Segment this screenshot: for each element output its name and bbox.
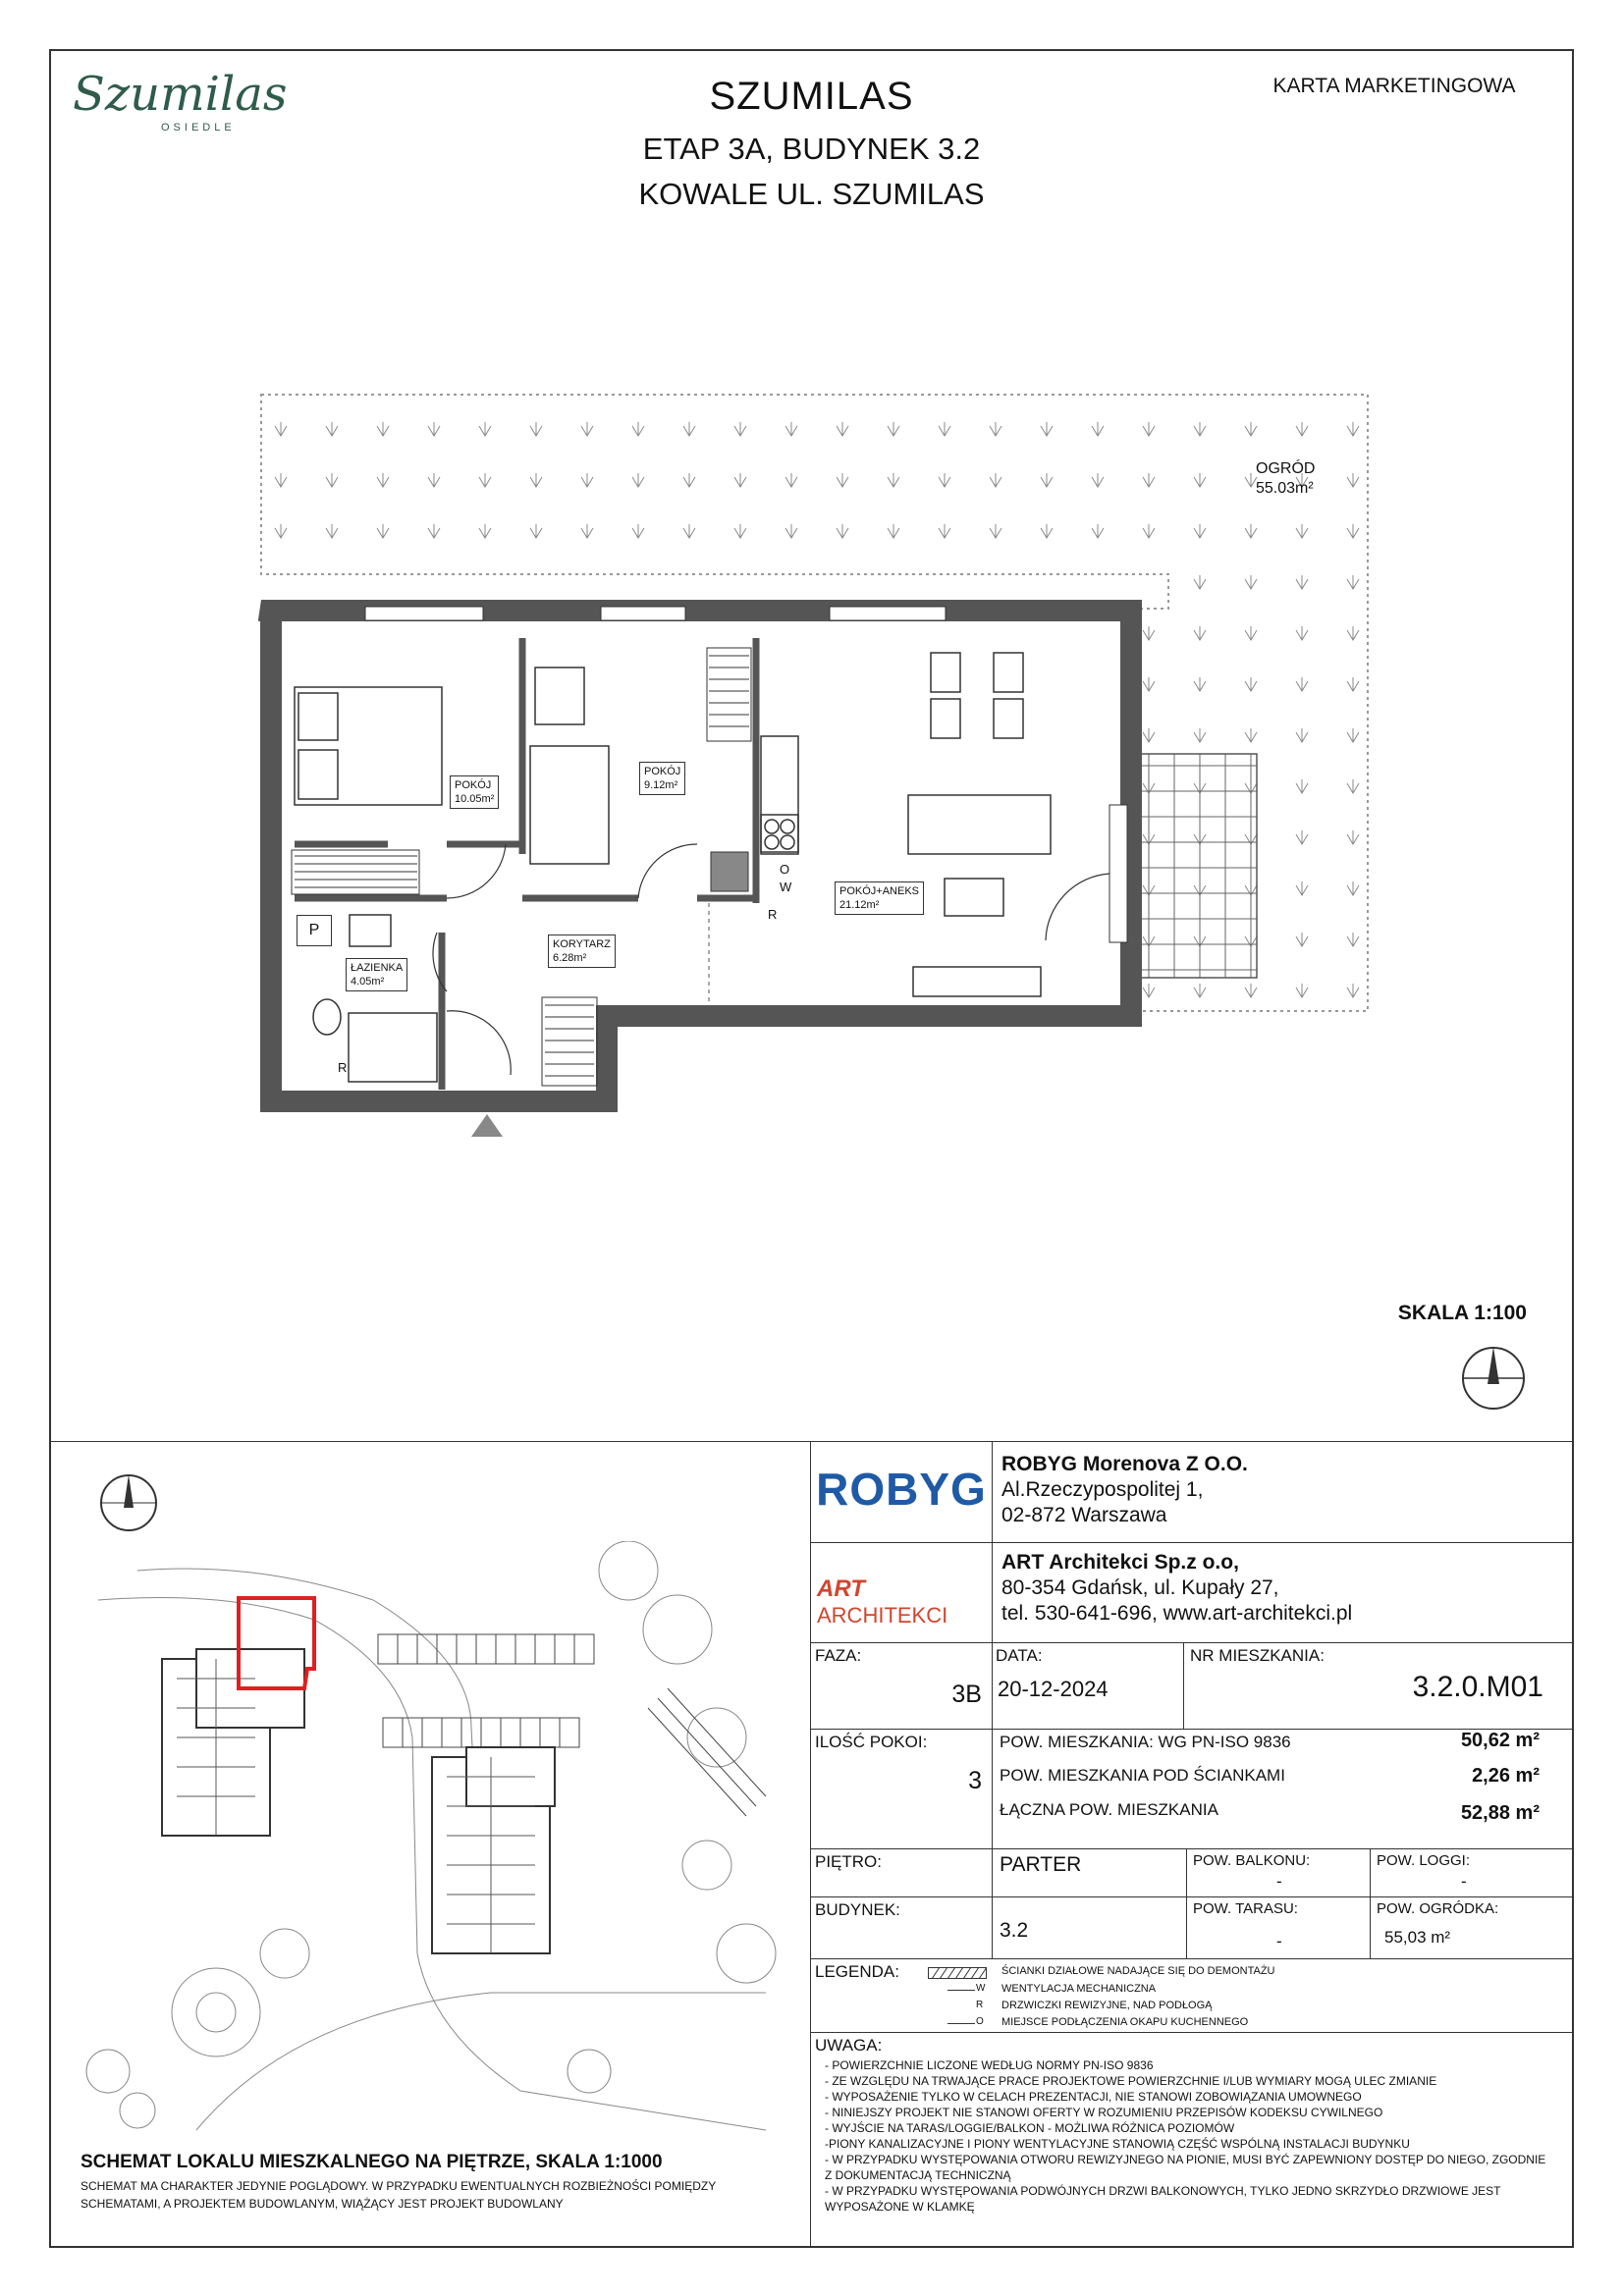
divider-legend (810, 2032, 1573, 2033)
ogrodek-value: 55,03 m² (1384, 1928, 1451, 1947)
entrance-arrow (471, 1114, 503, 1137)
bathroom-r-marker: R (338, 1060, 348, 1075)
room-label-bathroom: ŁAZIENKA 4.05m² (346, 958, 407, 991)
faza-label: FAZA: (815, 1646, 862, 1665)
logo-script: Szumilas (73, 67, 288, 122)
site-plan (79, 1541, 795, 2150)
terrace (1131, 754, 1257, 978)
note-item: - ZE WZGLĘDU NA TRWAJĄCE PRACE PROJEKTOWE POWIERZCHNIE I/LUB WYMIARY MOGĄ ULEC ZMIANIE (825, 2074, 1437, 2088)
area-row-label: ŁĄCZNA POW. MIESZKANIA (1000, 1800, 1218, 1819)
data-label: DATA: (996, 1646, 1043, 1665)
note-item: - NINIEJSZY PROJEKT NIE STANOWI OFERTY W ROZUMIENIU PRZEPISÓW KODEKSU CYWILNEGO (825, 2106, 1383, 2119)
divider-architect (810, 1642, 1573, 1643)
nr-label: NR MIESZKANIA: (1190, 1646, 1325, 1665)
room-label-bedroom-2: POKÓJ 9.12m² (639, 762, 685, 795)
vent-shaft (711, 852, 748, 891)
area-row-value: 2,26 m² (1472, 1765, 1540, 1787)
investor-address-1: Al.Rzeczypospolitej 1, (1001, 1478, 1204, 1501)
area-row-label: POW. MIESZKANIA: WG PN-ISO 9836 (1000, 1733, 1291, 1751)
logo-sub: OSIEDLE (161, 122, 236, 133)
parking-symbol: P (297, 915, 332, 946)
legend-item: ŚCIANKI DZIAŁOWE NADAJĄCE SIĘ DO DEMONTAŻU (1001, 1965, 1275, 1977)
architect-name: ART Architekci Sp.z o.o, (1001, 1551, 1239, 1574)
plan-scale: SKALA 1:100 (1397, 1302, 1527, 1324)
architect-contact: tel. 530-641-696, www.art-architekci.pl (1001, 1602, 1353, 1625)
legend-line-o (947, 2023, 975, 2024)
north-arrow-icon (1460, 1345, 1527, 1412)
divider-row3 (810, 1958, 1573, 1959)
note-item: - WYPOSAŻENIE TYLKO W CELACH PREZENTACJI, NIE STANOWI ZOBOWIĄZANIA UMOWNEGO (825, 2090, 1362, 2104)
note-item: - POWIERZCHNIE LICZONE WEDŁUG NORMY PN-ISO 9836 (825, 2058, 1154, 2072)
grid-line (992, 1848, 993, 1958)
divider-investor (810, 1542, 1573, 1543)
taras-label: POW. TARASU: (1193, 1900, 1298, 1917)
divider-row3-left (810, 1896, 992, 1897)
ogrodek-label: POW. OGRÓDKA: (1377, 1900, 1499, 1917)
notes-list (825, 2057, 1551, 2215)
divider-main (51, 1441, 1573, 1442)
faza-value: 3B (951, 1681, 982, 1708)
data-value: 20-12-2024 (998, 1677, 1109, 1701)
pietro-label: PIĘTRO: (815, 1852, 883, 1871)
investor-name: ROBYG Morenova Z O.O. (1001, 1453, 1248, 1475)
balkon-value: - (1276, 1872, 1282, 1891)
grid-line (1183, 1642, 1184, 1729)
art-logo-word: ARCHITEKCI (817, 1603, 948, 1628)
card-type: KARTA MARKETINGOWA (1272, 75, 1516, 97)
window-balcony (1109, 805, 1127, 942)
grid-line (1186, 1848, 1187, 1958)
area-row-value: 50,62 m² (1460, 1730, 1540, 1751)
legend-label: LEGENDA: (815, 1962, 899, 1981)
taras-value: - (1276, 1932, 1282, 1950)
room-label-bedroom-1: POKÓJ 10.05m² (450, 775, 499, 809)
legend-symbol-w: W (976, 1983, 986, 1994)
vent-w-marker: W (780, 880, 792, 894)
legend-item: MIEJSCE PODŁĄCZENIA OKAPU KUCHENNEGO (1001, 2016, 1249, 2028)
art-logo-mark: ART (817, 1575, 865, 1602)
legend-symbol-o: O (976, 2016, 984, 2027)
investor-address-2: 02-872 Warszawa (1001, 1504, 1167, 1526)
location: KOWALE UL. SZUMILAS (638, 177, 985, 211)
stage-building: ETAP 3A, BUDYNEK 3.2 (642, 132, 981, 166)
balkon-label: POW. BALKONU: (1193, 1852, 1311, 1869)
legend-symbol-r: R (976, 2000, 984, 2010)
window (830, 607, 946, 620)
grid-line (1370, 1848, 1371, 1958)
project-title: SZUMILAS (709, 75, 914, 118)
vent-r-marker: R (768, 907, 778, 922)
legend-item: DRZWICZKI REWIZYJNE, NAD PODŁOGĄ (1001, 2000, 1213, 2011)
site-disclaimer-2: SCHEMATAMI, A PROJEKTEM BUDOWLANYM, WIĄŻĄCY JEST PROJEKT BUDOWLANY (81, 2197, 564, 2211)
site-north-arrow-icon (98, 1472, 159, 1533)
budynek-value: 3.2 (1000, 1919, 1029, 1942)
area-row-value: 52,88 m² (1460, 1802, 1540, 1824)
site-disclaimer-1: SCHEMAT MA CHARAKTER JEDYNIE POGLĄDOWY. W PRZYPADKU EWENTUALNYCH ROZBIEŻNOŚCI POMIĘDZY (81, 2179, 717, 2193)
window (601, 607, 685, 620)
art-logo (817, 1575, 990, 1629)
robyg-logo: ROBYG (816, 1464, 987, 1515)
grid-line (992, 1642, 993, 1729)
loggia-label: POW. LOGGI: (1377, 1852, 1471, 1869)
divider-site-info (810, 1441, 811, 2246)
room-label-corridor: KORYTARZ 6.28m² (548, 934, 616, 968)
room-label-living-kitchen: POKÓJ+ANEKS 21.12m² (835, 881, 924, 915)
pokoje-value: 3 (968, 1767, 982, 1794)
note-item: - W PRZYPADKU WYSTĘPOWANIA PODWÓJNYCH DRZWI BALKONOWYCH, TYLKO JEDNO SKRZYDŁO DRZWIOWE JEST WYPOSAŻONE W KLAMKĘ (825, 2184, 1501, 2214)
legend-line-w (947, 1990, 975, 1991)
note-item: - WYJŚCIE NA TARAS/LOGGIE/BALKON - MOŻLIWA RÓŻNICA POZIOMÓW (825, 2121, 1235, 2135)
budynek-label: BUDYNEK: (815, 1900, 900, 1919)
vent-o-marker: O (780, 862, 790, 877)
note-item: -PIONY KANALIZACYJNE I PIONY WENTYLACYJNE STANOWIĄ CZĘŚĆ WSPÓLNĄ INSTALACJI BUDYNKU (825, 2137, 1410, 2151)
window (365, 607, 483, 620)
area-row-label: POW. MIESZKANIA POD ŚCIANKAMI (1000, 1766, 1285, 1785)
divider-row2 (810, 1848, 1573, 1849)
note-item: - W PRZYPADKU WYSTĘPOWANIA OTWORU REWIZYJNEGO NA PIONIE, MUSI BYĆ ZAPEWNIONY DOSTĘP DO NIEGO, ZGODNIE Z DOKUMENTACJĄ TECHNICZNĄ (825, 2153, 1546, 2182)
room-label-garden: OGRÓD 55.03m² (1256, 460, 1316, 497)
divider-row3-mid (992, 1896, 1573, 1897)
nr-value: 3.2.0.M01 (1412, 1671, 1543, 1703)
loggia-value: - (1461, 1872, 1467, 1891)
grid-line (992, 1729, 993, 1848)
hatch-symbol-icon (928, 1967, 987, 1979)
legend-item: WENTYLACJA MECHANICZNA (1001, 1983, 1157, 1995)
site-title: SCHEMAT LOKALU MIESZKALNEGO NA PIĘTRZE, SKALA 1:1000 (81, 2152, 663, 2172)
architect-address: 80-354 Gdańsk, ul. Kupały 27, (1001, 1576, 1279, 1599)
notes-label: UWAGA: (815, 2036, 883, 2055)
pokoje-label: ILOŚĆ POKOI: (815, 1733, 928, 1751)
pietro-value: PARTER (1000, 1853, 1082, 1876)
